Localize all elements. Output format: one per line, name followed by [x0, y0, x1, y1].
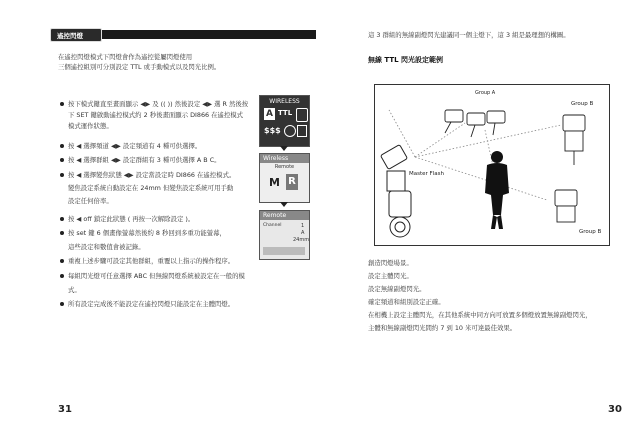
lcd-title: Remote	[263, 212, 287, 219]
diagram-drawing	[375, 85, 609, 245]
label-master-flash: Master Flash	[409, 171, 444, 177]
bullet	[60, 158, 64, 162]
instruction-line: 按下模式鍵直至畫面顯示 ◀▶ 及 (( )) 然後設定 ◀▶ 選 R 然後按	[68, 100, 249, 108]
instruction-line: 設定任何倍率。	[68, 197, 113, 205]
section-title: 無線 TTL 閃光設定範例	[368, 56, 444, 64]
instruction-line: 下 SET 鍵啟動遙控模式約 2 秒後畫面顯示 DI866 在遙控模式	[68, 111, 244, 119]
lcd-group-value: A	[301, 230, 305, 236]
remote-mode-badge: R	[286, 174, 298, 190]
instruction-line: 按 ◀ 選擇變焦狀態 ◀▶ 設定當設定時 DI866 在遙控模式。	[68, 171, 236, 179]
instruction-line: 按 ◀ off 鎖定此狀態 ( 再按一次解除設定 )。	[68, 215, 195, 223]
bullet	[60, 302, 64, 306]
flash-icon	[296, 108, 308, 122]
remote-icon	[297, 125, 307, 137]
instruction-line: 模式運作狀態。	[68, 122, 113, 130]
instruction-line: 按 ◀ 選擇群組 ◀▶ 設定群組有 3 種可供選擇 A B C。	[68, 156, 221, 164]
wireless-icon	[284, 125, 296, 137]
intro-line: 這 3 群組的無線副燈閃光建議同一個主燈下，這 3 組是最理想的構圖。	[368, 31, 570, 39]
instruction-line: 重複上述步驟可設定其他群組，重覆以上指示的操作程序。	[68, 257, 235, 265]
instruction-line: 按 set 鍵 6 個畫像螢幕然後約 8 秒回到多重功能螢幕，	[68, 229, 226, 237]
lcd-title: WIRELESS	[269, 98, 300, 105]
bullet	[60, 102, 64, 106]
lcd-title: Wireless	[263, 155, 289, 162]
label-group-b-bottom: Group B	[579, 229, 602, 235]
intro-line: 在遙控閃燈模式下閃燈會作為遙控從屬閃燈使用	[58, 53, 193, 61]
bullet	[60, 173, 64, 177]
lcd-mode: TTL	[278, 109, 293, 117]
flash-setup-diagram	[374, 84, 610, 246]
section-title-tab	[50, 28, 102, 42]
lcd-remote-panel	[259, 210, 310, 260]
instruction-line: 這些設定和數值會被記錄。	[68, 243, 145, 251]
arrow-down-icon	[280, 202, 288, 207]
page-number: 30	[608, 404, 622, 415]
lcd-mode: M	[269, 176, 280, 189]
step-line: 設定主體閃光。	[368, 272, 413, 280]
bullet	[60, 231, 64, 235]
lcd-wireless-panel	[259, 95, 310, 147]
step-line: 在相機上設定主體閃光，在其他系統中同方向可放置多個燈放置無線副燈閃光，	[368, 311, 592, 319]
lcd-icons: $$$	[264, 126, 281, 135]
page-number: 31	[58, 404, 72, 415]
lcd-status-bar	[263, 247, 305, 255]
step-line: 主體和無線副燈閃光間約 7 到 10 米可達最佳效果。	[368, 324, 517, 332]
label-group-a: Group A	[475, 90, 496, 96]
lcd-channel-label: Channel	[263, 223, 282, 228]
intro-line: 三個遙控組別可分別設定 TTL 或手動模式以及閃光比例。	[58, 63, 221, 71]
instruction-line: 變焦設定系統自動設定在 24mm 但變焦設定系統可用手動	[68, 184, 234, 192]
step-line: 確定頻道和組別設定正確。	[368, 298, 445, 306]
section-title: 遙控閃燈	[57, 32, 83, 40]
instruction-line: 按 ◀ 選擇頻道 ◀▶ 設定頻道有 4 種可供選擇。	[68, 142, 202, 150]
bullet	[60, 274, 64, 278]
lcd-channel-value: 1	[301, 223, 305, 229]
bullet	[60, 259, 64, 263]
instruction-line: 式。	[68, 286, 81, 294]
lcd-zoom-value: 24mm	[293, 237, 310, 243]
instruction-line: 所有設定完成後不能設定在遙控閃燈只能設定在主體閃燈。	[68, 300, 235, 308]
lcd-wireless-remote-panel	[259, 153, 310, 203]
bullet	[60, 144, 64, 148]
step-line: 創造閃燈場景。	[368, 259, 413, 267]
auto-mode-icon: A	[264, 108, 275, 120]
lcd-sub: Remote	[274, 164, 295, 170]
bullet	[60, 217, 64, 221]
instruction-line: 每組閃光燈可任意選擇 ABC 但無線閃燈系統被設定在一般的模	[68, 272, 245, 280]
arrow-down-icon	[280, 146, 288, 151]
step-line: 設定無線副燈閃光。	[368, 285, 426, 293]
label-group-b-top: Group B	[571, 101, 594, 107]
